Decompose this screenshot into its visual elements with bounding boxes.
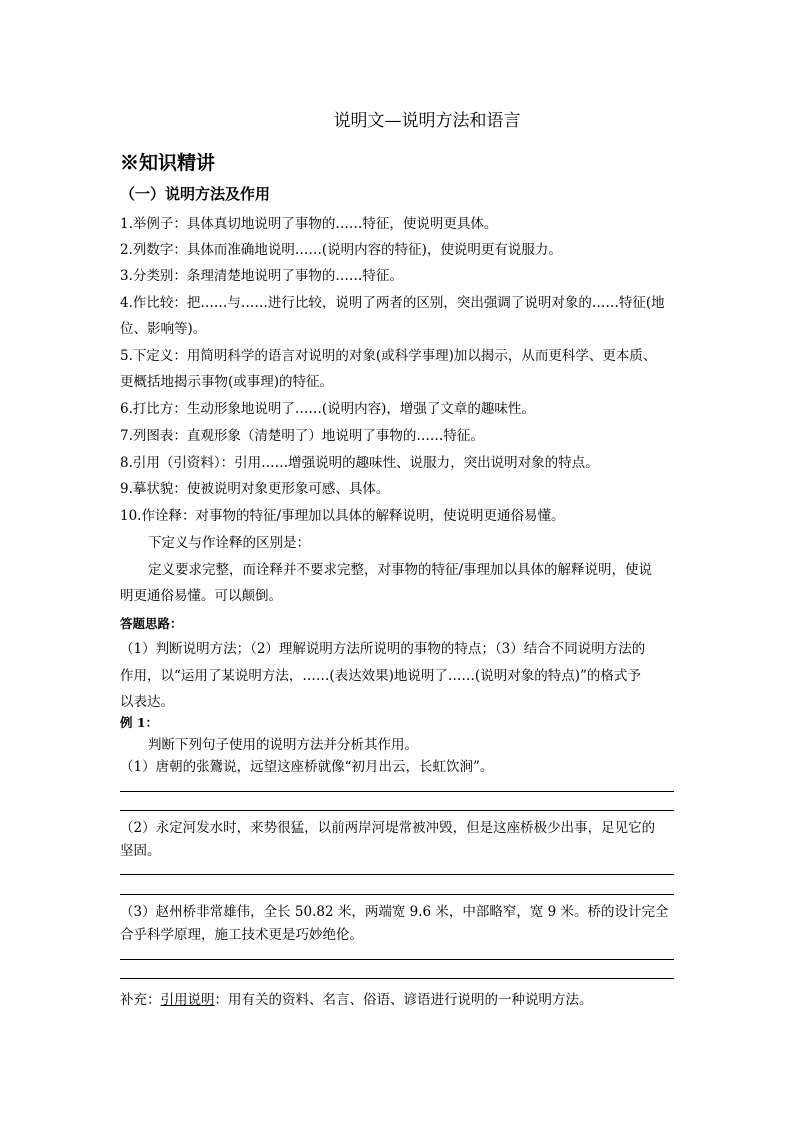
diff-line2: 明更通俗易懂。可以颠倒。 (120, 588, 282, 604)
method-8: 8.引用（引资料）：引用……增强说明的趣味性、说服力，突出说明对象的特点。 (120, 455, 599, 471)
question-3-line1: （3）赵州桥非常雄伟，全长 50.82 米，两端宽 9.6 米，中部略窄，宽 9 米。桥的设计完全 (120, 904, 669, 920)
diff-heading: 下定义与作诠释的区别是： (148, 535, 310, 551)
question-3-line2: 合乎科学原理，施工技术更是巧妙绝伦。 (120, 927, 363, 943)
supplement-term: 引用说明 (160, 992, 215, 1008)
example-prompt: 判断下列句子使用的说明方法并分析其作用。 (148, 737, 418, 753)
method-1: 1.举例子：具体真切地说明了事物的……特征，使说明更具体。 (120, 216, 498, 232)
answer-rule (120, 810, 674, 811)
method-7: 7.列图表：直观形象（清楚明了）地说明了事物的……特征。 (120, 428, 484, 444)
question-1: （1）唐朝的张鷟说，远望这座桥就像“初月出云，长虹饮涧”。 (120, 759, 494, 775)
subsection-heading: （一）说明方法及作用 (120, 185, 271, 203)
answer-rule (120, 959, 674, 960)
question-2-line2: 坚固。 (120, 843, 161, 859)
answer-line1: （1）判断说明方法；（2）理解说明方法所说明的事物的特点；（3）结合不同说明方法的 (120, 641, 646, 657)
method-3: 3.分类别：条理清楚地说明了事物的……特征。 (120, 268, 403, 284)
supplement-prefix: 补充： (120, 992, 161, 1008)
method-5-line1: 5.下定义：用简明科学的语言对说明的对象(或科学事理)加以揭示，从而更科学、更本质、 (120, 348, 657, 364)
method-4-line1: 4.作比较：把……与……进行比较，说明了两者的区别，突出强调了说明对象的……特征(地 (120, 295, 665, 311)
method-6: 6.打比方：生动形象地说明了……(说明内容)，增强了文章的趣味性。 (120, 401, 535, 417)
example-label: 例 1： (120, 715, 159, 730)
method-9: 9.摹状貌：使被说明对象更形象可感、具体。 (120, 481, 390, 497)
answer-rule (120, 791, 674, 792)
answer-rule (120, 874, 674, 875)
method-5-line2: 更概括地揭示事物(或事理)的特征。 (120, 374, 334, 390)
method-10: 10.作诠释：对事物的特征/事理加以具体的解释说明，使说明更通俗易懂。 (120, 508, 565, 524)
answer-rule (120, 978, 674, 979)
page-title: 说明文—说明方法和语言 (333, 111, 521, 131)
method-4-line2: 位、影响等)。 (120, 321, 207, 337)
supplement-text: ：用有关的资料、名言、俗语、谚语进行说明的一种说明方法。 (214, 992, 593, 1008)
answer-line3: 以表达。 (120, 694, 174, 710)
method-2: 2.列数字：具体而准确地说明……(说明内容的特征)，使说明更有说服力。 (120, 242, 562, 258)
supplement-line (120, 987, 676, 1013)
diff-line1: 定义要求完整，而诠释并不要求完整，对事物的特征/事理加以具体的解释说明，使说 (148, 562, 653, 578)
answer-label: 答题思路： (120, 616, 183, 631)
answer-line2: 作用，以“运用了某说明方法，……(表达效果)地说明了……(说明对象的特点)”的格式予 (120, 668, 641, 684)
question-2-line1: （2）永定河发水时，来势很猛，以前两岸河堤常被冲毁，但是这座桥极少出事，足见它的 (120, 820, 656, 836)
section-heading: ※知识精讲 (120, 152, 216, 174)
answer-rule (120, 894, 674, 895)
